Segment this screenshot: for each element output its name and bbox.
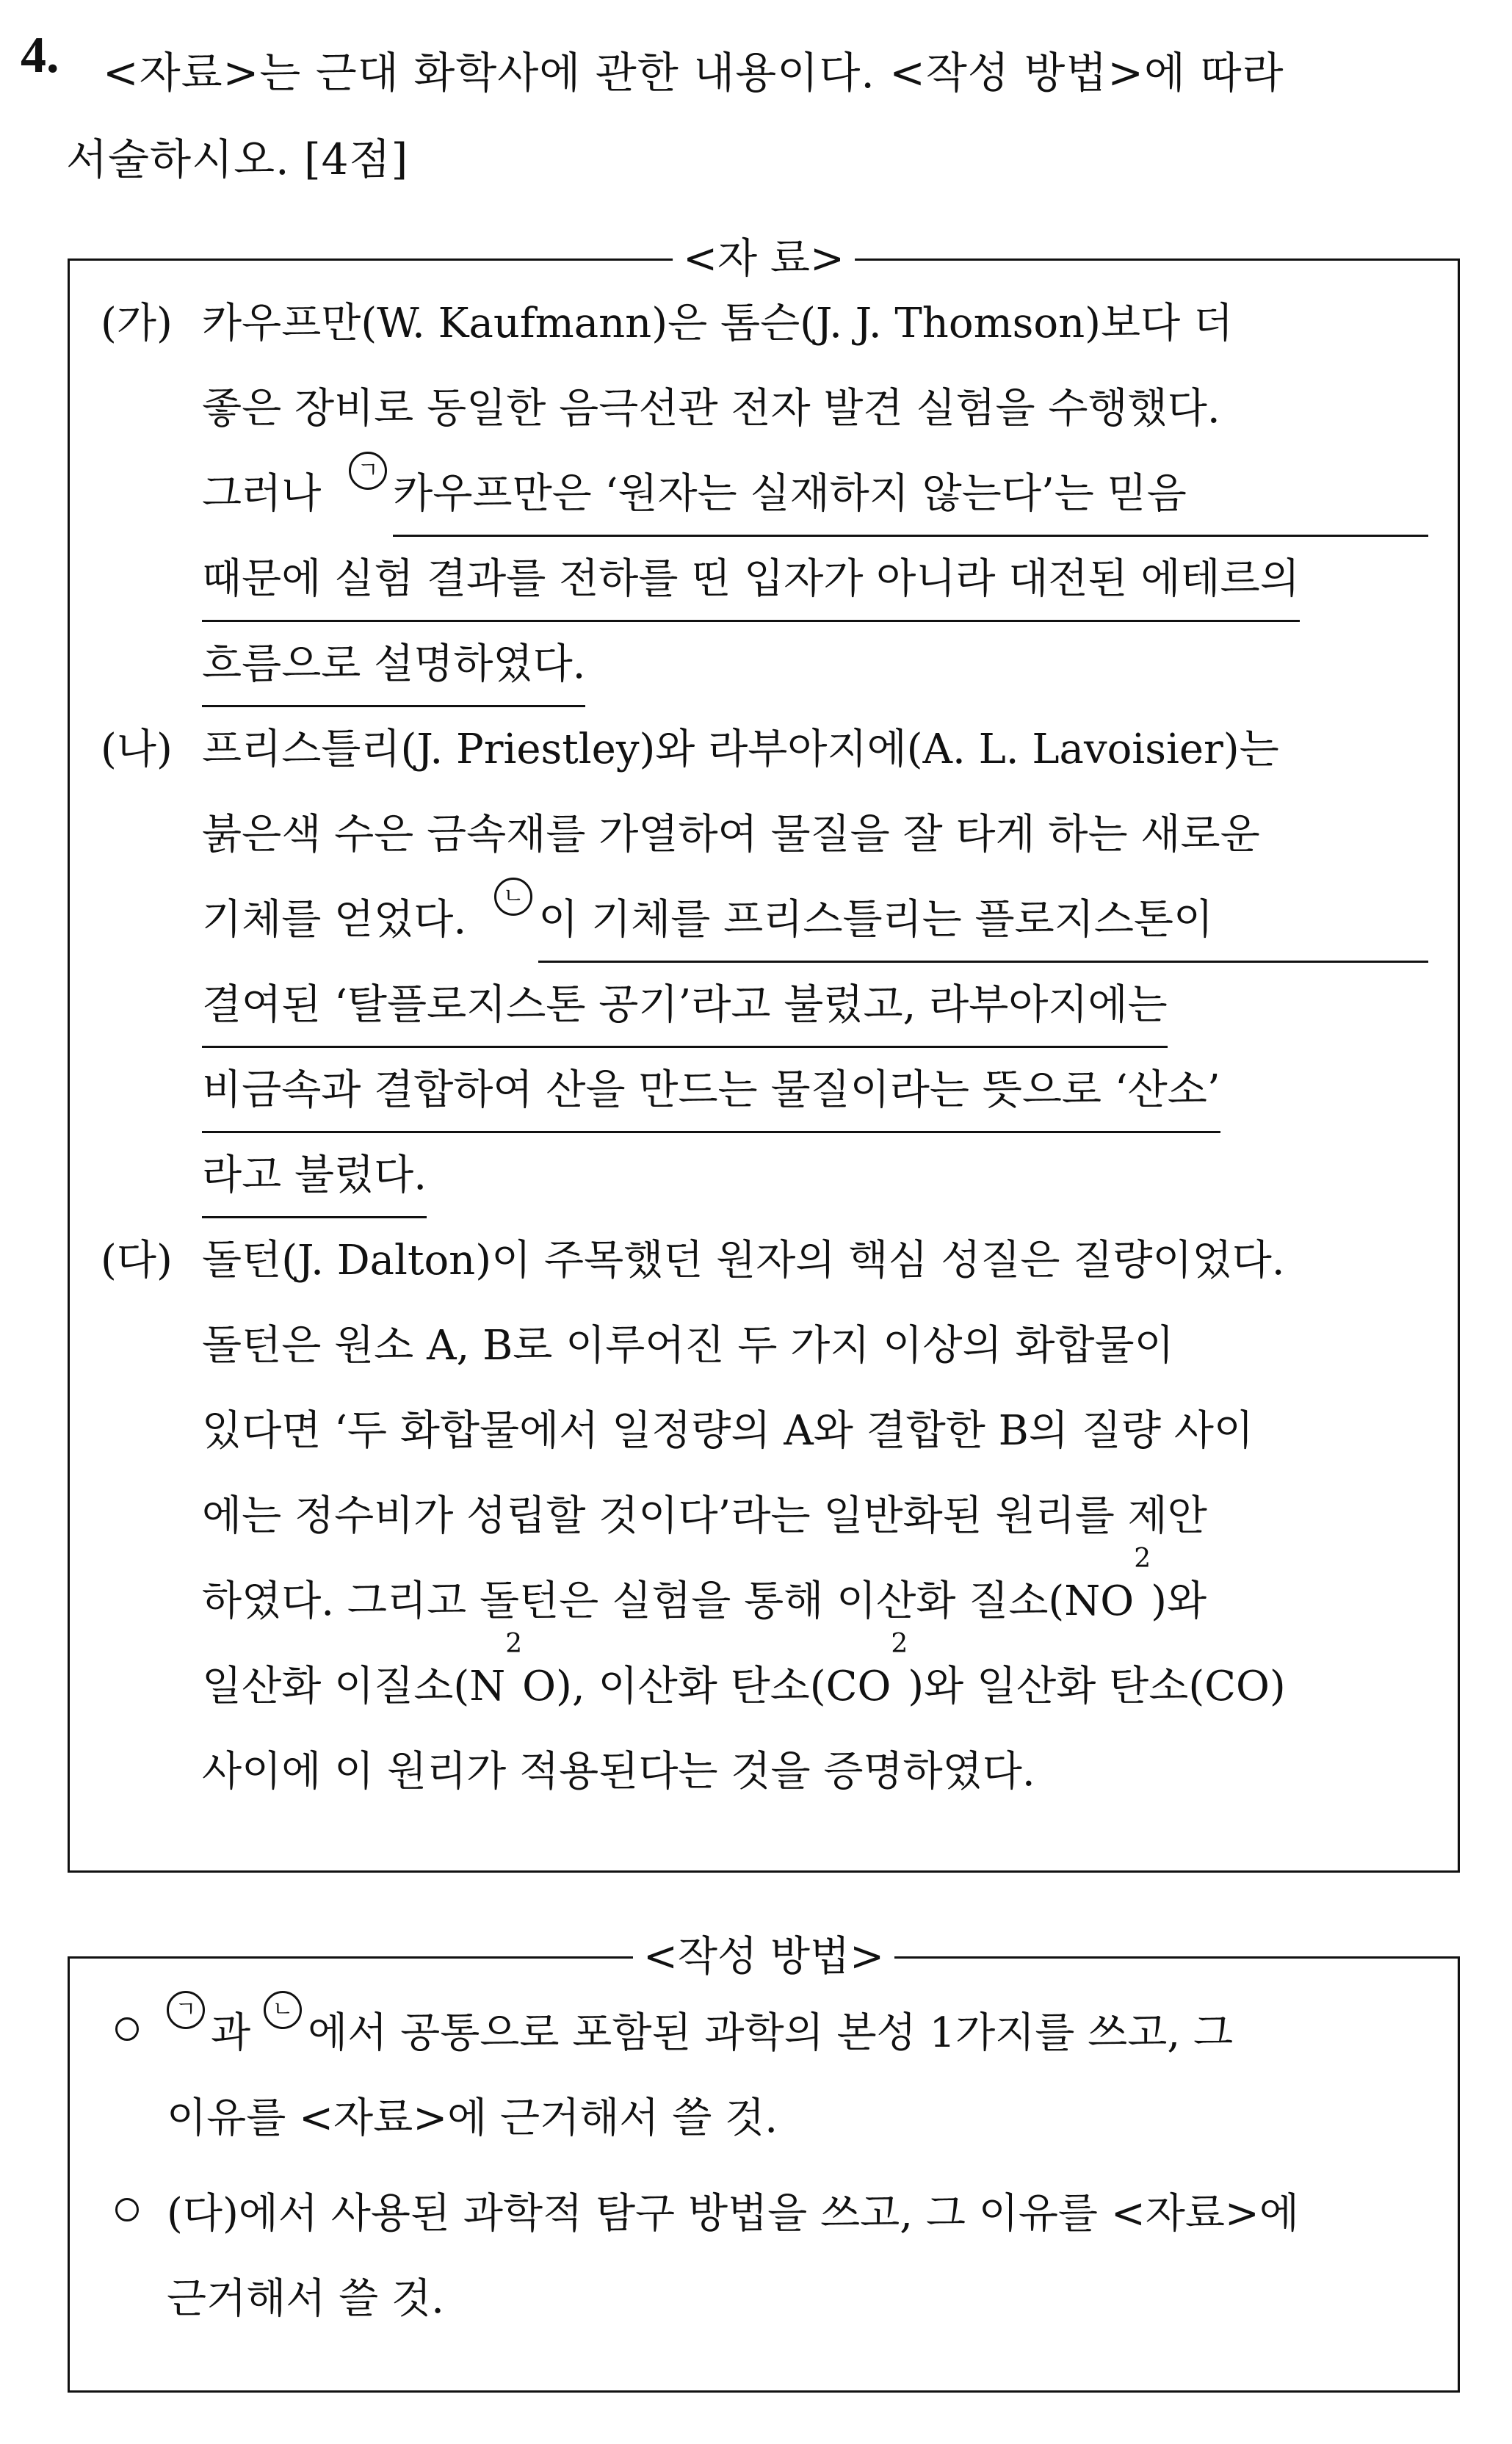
text-line <box>202 1629 1428 1729</box>
text-line: 근거해서 쓸 것. <box>167 2275 444 2323</box>
text-line <box>202 1544 1428 1644</box>
text-line <box>202 537 1428 622</box>
subscript: 2 <box>505 1629 523 1659</box>
circled-mark-giyeok: ㄱ <box>167 1991 205 2029</box>
text-line <box>202 452 1428 537</box>
text-line <box>202 1133 1428 1218</box>
text-line: 이유를 <자료>에 근거해서 쓸 것. <box>167 2094 778 2142</box>
text-span: 기체를 얻었다. <box>202 896 467 944</box>
item-label: (가) <box>101 300 173 347</box>
text-span: )와 일산화 탄소(CO) <box>908 1663 1286 1710</box>
subscript: 2 <box>1134 1544 1151 1574</box>
text-line: 붉은색 수은 금속재를 가열하여 물질을 잘 타게 하는 새로운 <box>202 811 1260 858</box>
circled-mark-nieun: ㄴ <box>264 1991 302 2029</box>
question-prompt-line2: 서술하시오. [4점] <box>66 134 409 184</box>
text-span: 과 <box>211 2009 251 2057</box>
text-line <box>202 622 1428 707</box>
underlined-span: 이 기체를 프리스틀리는 플로지스톤이 <box>538 878 1428 963</box>
underlined-span: 라고 불렀다. <box>202 1133 427 1218</box>
text-line: 사이에 이 원리가 적용된다는 것을 증명하였다. <box>202 1748 1035 1796</box>
text-span: O), 이산화 탄소(CO <box>522 1663 891 1710</box>
material-title: <자 료> <box>673 230 855 289</box>
text-line: 돌턴은 원소 A, B로 이루어진 두 가지 이상의 화합물이 <box>202 1322 1174 1370</box>
text-line: 프리스틀리(J. Priestley)와 라부아지에(A. L. Lavoisier)는 <box>202 726 1279 773</box>
text-line <box>202 963 1428 1048</box>
text-span: )와 <box>1151 1577 1207 1625</box>
text-line <box>202 1048 1428 1133</box>
text-line: 돌턴(J. Dalton)이 주목했던 원자의 핵심 성질은 질량이었다. <box>202 1237 1285 1284</box>
underlined-span: 결여된 ‘탈플로지스톤 공기’라고 불렀고, 라부아지에는 <box>202 963 1168 1048</box>
subscript: 2 <box>891 1629 908 1659</box>
text-line <box>202 878 1428 963</box>
text-line: 좋은 장비로 동일한 음극선관 전자 발견 실험을 수행했다. <box>202 385 1220 433</box>
underlined-span: 때문에 실험 결과를 전하를 띤 입자가 아니라 대전된 에테르의 <box>202 537 1300 622</box>
item-label: (다) <box>101 1237 173 1284</box>
question-prompt-line1: <자료>는 근대 화학사에 관한 내용이다. <작성 방법>에 따라 <box>103 48 1284 98</box>
bullet-circle-icon <box>115 2198 139 2221</box>
item-label: (나) <box>101 726 173 773</box>
method-title: <작성 방법> <box>633 1928 894 1986</box>
text-line: 카우프만(W. Kaufmann)은 톰슨(J. J. Thomson)보다 더 <box>202 300 1234 347</box>
text-line: 에는 정수비가 성립할 것이다’라는 일반화된 원리를 제안 <box>202 1492 1207 1540</box>
text-span: 일산화 이질소(N <box>202 1663 506 1710</box>
text-line: (다)에서 사용된 과학적 탐구 방법을 쓰고, 그 이유를 <자료>에 <box>167 2190 1299 2238</box>
question-number: 4. <box>21 27 59 84</box>
text-line <box>167 1991 1459 2076</box>
material-box <box>68 235 1460 1873</box>
text-line: 있다면 ‘두 화합물에서 일정량의 A와 결합한 B의 질량 사이 <box>202 1407 1254 1455</box>
text-span: 하였다. 그리고 돌턴은 실험을 통해 이산화 질소(NO <box>202 1577 1135 1625</box>
question-prompt <box>66 29 1483 184</box>
circled-mark-giyeok: ㄱ <box>349 452 387 490</box>
underlined-span: 카우프만은 ‘원자는 실재하지 않는다’는 믿음 <box>393 452 1428 537</box>
bullet-circle-icon <box>115 2017 139 2041</box>
text-span: 에서 공통으로 포함된 과학의 본성 1가지를 쓰고, 그 <box>308 2009 1234 2057</box>
underlined-span: 비금속과 결합하여 산을 만드는 물질이라는 뜻으로 ‘산소’ <box>202 1048 1220 1133</box>
circled-mark-nieun: ㄴ <box>494 878 532 916</box>
text-span: 그러나 <box>202 470 322 518</box>
underlined-span: 흐름으로 설명하였다. <box>202 622 585 707</box>
method-box <box>68 1933 1460 2393</box>
